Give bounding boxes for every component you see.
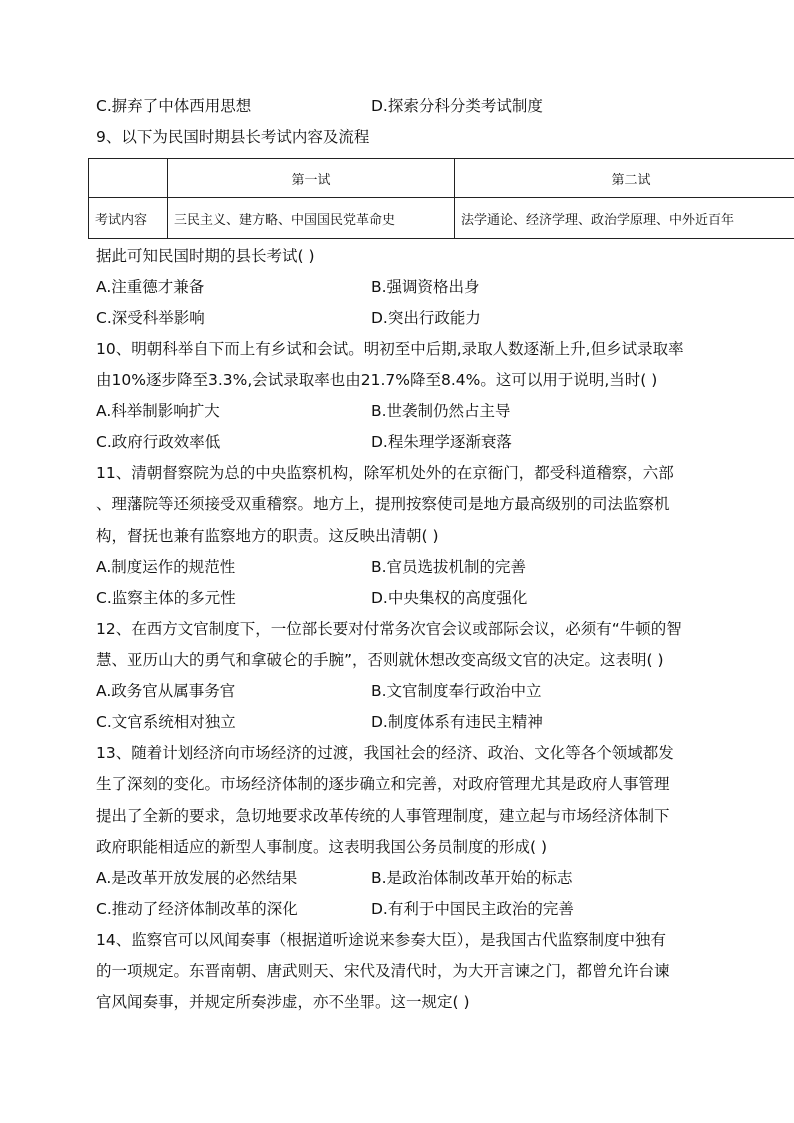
q13-option-a: A.是改革开放发展的必然结果	[96, 869, 298, 887]
q10-stem-line: 10、明朝科举自下而上有乡试和会试。明初至中后期,录取人数逐渐上升,但乡试录取率	[96, 340, 684, 358]
q12-stem-line: 慧、亚历山大的勇气和拿破仑的手腕”，否则就休想改变高级文官的决定。这表明( )	[96, 651, 664, 669]
q11-stem-line: 、理藩院等还须接受双重稽察。地方上，提刑按察使司是地方最高级别的司法监察机	[96, 495, 670, 513]
table-cell: 三民主义、建方略、中国国民党革命史	[168, 198, 455, 239]
q12-option-d: D.制度体系有违民主精神	[371, 713, 543, 731]
q11-stem-line: 构，督抚也兼有监察地方的职责。这反映出清朝( )	[96, 527, 439, 545]
q9-option-d: D.突出行政能力	[371, 309, 481, 327]
q13-stem-line: 政府职能相适应的新型人事制度。这表明我国公务员制度的形成( )	[96, 838, 548, 856]
q8-option-c: C.摒弃了中体西用思想	[96, 97, 252, 115]
q10-option-b: B.世袭制仍然占主导	[371, 402, 511, 420]
q11-option-d: D.中央集权的高度强化	[371, 589, 528, 607]
q14-stem-line: 的一项规定。东晋南朝、唐武则天、宋代及清代时，为大开言谏之门，都曾允许台谏	[96, 962, 670, 980]
q9-option-c: C.深受科举影响	[96, 309, 205, 327]
q13-stem-line: 13、随着计划经济向市场经济的过渡，我国社会的经济、政治、文化等各个领域都发	[96, 744, 674, 762]
q10-option-c: C.政府行政效率低	[96, 433, 221, 451]
table-cell: 考试内容	[89, 198, 168, 239]
q9-stem: 9、以下为民国时期县长考试内容及流程	[96, 128, 370, 146]
q13-stem-line: 生了深刻的变化。市场经济体制的逐步确立和完善，对政府管理尤其是政府人事管理	[96, 775, 670, 793]
q12-option-a: A.政务官从属事务官	[96, 682, 236, 700]
q9-option-b: B.强调资格出身	[371, 278, 480, 296]
q10-stem-line: 由10%逐步降至3.3%,会试录取率也由21.7%降至8.4%。这可以用于说明,当时( )	[96, 371, 658, 389]
q13-option-b: B.是政治体制改革开始的标志	[371, 869, 573, 887]
q12-option-c: C.文官系统相对独立	[96, 713, 236, 731]
q12-stem-line: 12、在西方文官制度下，一位部长要对付常务次官会议或部际会议，必须有“牛顿的智	[96, 620, 682, 638]
county-exam-table	[88, 158, 794, 239]
table-header-cell	[89, 159, 168, 198]
table-header-cell: 第二试	[455, 159, 794, 198]
table-cell: 法学通论、经济学理、政治学原理、中外近百年	[455, 198, 794, 239]
q11-option-a: A.制度运作的规范性	[96, 558, 236, 576]
q11-stem-line: 11、清朝督察院为总的中央监察机构，除军机处外的在京衙门，都受科道稽察，六部	[96, 464, 674, 482]
table-header-cell: 第一试	[168, 159, 455, 198]
q11-option-b: B.官员选拔机制的完善	[371, 558, 527, 576]
q11-option-c: C.监察主体的多元性	[96, 589, 236, 607]
q10-option-d: D.程朱理学逐渐衰落	[371, 433, 512, 451]
q14-stem-line: 14、监察官可以风闻奏事（根据道听途说来参奏大臣），是我国古代监察制度中独有	[96, 931, 666, 949]
q12-option-b: B.文官制度奉行政治中立	[371, 682, 542, 700]
q9-option-a: A.注重德才兼备	[96, 278, 205, 296]
q14-stem-line: 官风闻奏事，并规定所奏涉虚，亦不坐罪。这一规定( )	[96, 993, 470, 1011]
table-header-row	[89, 159, 794, 198]
table-row	[89, 198, 794, 239]
q13-stem-line: 提出了全新的要求，急切地要求改革传统的人事管理制度，建立起与市场经济体制下	[96, 807, 670, 825]
q9-followup: 据此可知民国时期的县长考试( )	[96, 247, 315, 265]
q8-option-d: D.探索分科分类考试制度	[371, 97, 543, 115]
q10-option-a: A.科举制影响扩大	[96, 402, 220, 420]
q13-option-c: C.推动了经济体制改革的深化	[96, 900, 298, 918]
q13-option-d: D.有利于中国民主政治的完善	[371, 900, 574, 918]
